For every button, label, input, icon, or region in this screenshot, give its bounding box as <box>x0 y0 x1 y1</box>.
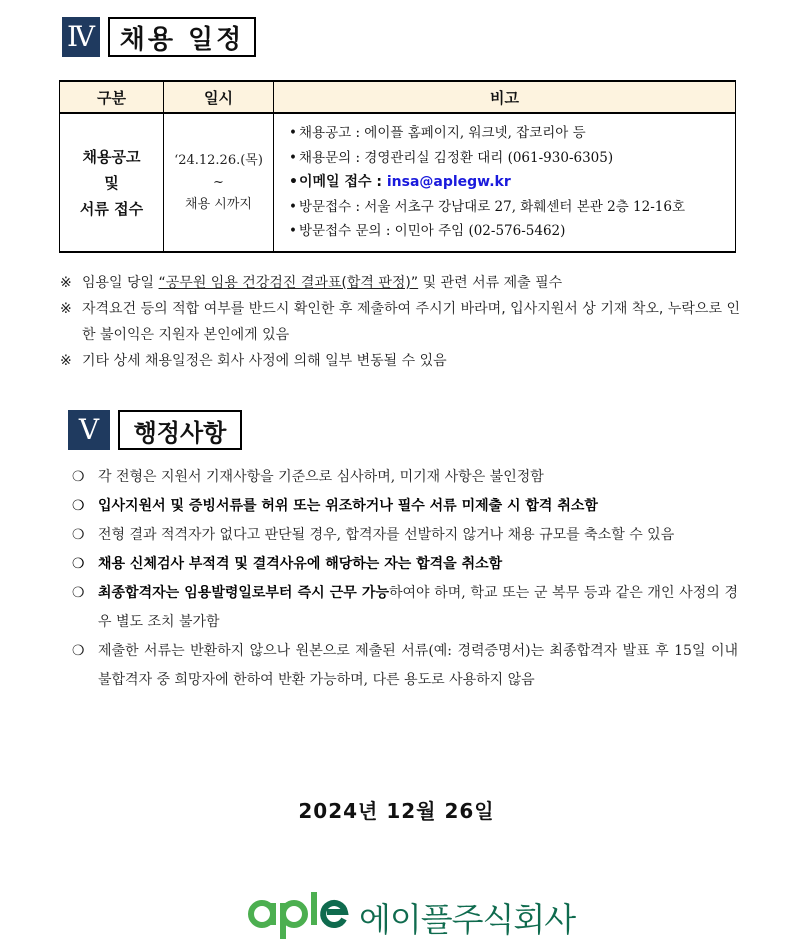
remarks-cell <box>274 113 736 252</box>
list-item: • 방문접수 : 서울 서초구 강남대로 27, 화훼센터 본관 2층 12-16호 <box>289 195 734 220</box>
date-line: ‘24.12.26.(목) <box>174 152 263 168</box>
date-line: 채용 시까지 <box>185 196 252 212</box>
note-underlined-text: “공무원 임용 건강검진 결과표(합격 판정)” <box>158 275 419 291</box>
list-item: • 방문접수 문의 : 이민아 주임 (02-576-5462) <box>289 219 734 244</box>
table-header-row <box>60 81 736 113</box>
section-5-heading <box>68 410 242 450</box>
section-5-numeral: Ⅴ <box>68 410 110 450</box>
reference-mark-icon: ※ <box>60 353 72 369</box>
item-text: 각 전형은 지원서 기재사항을 기준으로 심사하며, 미기재 사항은 불인정함 <box>98 469 544 485</box>
note-text: 임용일 당일 <box>82 275 159 291</box>
document-date: 2024년 12월 26일 <box>298 799 495 823</box>
list-item-email <box>289 170 734 195</box>
reference-mark-icon: ※ <box>60 275 72 291</box>
circle-bullet-icon: ❍ <box>72 585 85 601</box>
circle-bullet-icon: ❍ <box>72 527 85 543</box>
remarks-list <box>275 121 734 244</box>
section-4-title: 채용 일정 <box>108 17 256 57</box>
circle-bullet-icon: ❍ <box>72 556 85 572</box>
category-line: 채용공고 <box>82 147 141 166</box>
note-text: 및 관련 서류 제출 필수 <box>418 275 563 291</box>
list-item <box>72 492 738 521</box>
note-item <box>60 348 740 374</box>
section-4-heading <box>62 17 256 57</box>
note-item <box>60 296 740 348</box>
reference-mark-icon: ※ <box>60 301 72 317</box>
item-bold-text: 최종합격자는 임용발령일로부터 즉시 근무 가능 <box>98 585 389 601</box>
list-item <box>72 550 738 579</box>
circle-bullet-icon: ❍ <box>72 469 85 485</box>
notes <box>60 270 740 374</box>
list-item: • 채용문의 : 경영관리실 김정환 대리 (061-930-6305) <box>289 146 734 171</box>
note-item <box>60 270 740 296</box>
item-text: 전형 결과 적격자가 없다고 판단될 경우, 합격자를 선발하지 않거나 채용 규모를 축소할 수 있음 <box>98 527 675 543</box>
date-cell <box>164 113 274 252</box>
item-text: 채용 신체검사 부적격 및 결격사유에 해당하는 자는 합격을 취소함 <box>98 556 503 572</box>
table-row <box>60 113 736 252</box>
item-text: 제출한 서류는 반환하지 않으나 원본으로 제출된 서류(예: 경력증명서)는 최종합격자 발표 후 15일 이내 불합격자 중 희망자에 한하여 반환 가능하며, 다른 용도로 사용하지 않음 <box>98 643 738 688</box>
item-text: 하여야 하며, 학교 또는 군 복무 등과 같은 개인 사정의 경우 별도 조치 불가함 <box>98 585 738 630</box>
list-item <box>72 463 738 492</box>
circle-bullet-icon: ❍ <box>72 498 85 514</box>
header-remarks: 비고 <box>274 81 736 113</box>
email-label: 이메일 접수 : <box>299 174 387 191</box>
admin-list <box>72 463 738 695</box>
header-category: 구분 <box>60 81 164 113</box>
circle-bullet-icon: ❍ <box>72 643 85 659</box>
item-text: 입사지원서 및 증빙서류를 허위 또는 위조하거나 필수 서류 미제출 시 합격 취소함 <box>98 498 598 514</box>
category-line: 서류 접수 <box>79 199 144 218</box>
category-cell <box>60 113 164 252</box>
section-5-title: 행정사항 <box>118 410 242 450</box>
logo-korean-text: 에이플주식회사 <box>359 900 576 939</box>
company-logo <box>247 888 575 940</box>
list-item <box>72 521 738 550</box>
header-date: 일시 <box>164 81 274 113</box>
note-text: 자격요건 등의 적합 여부를 반드시 확인한 후 제출하여 주시기 바라며, 입사지원서 상 기재 착오, 누락으로 인한 불이익은 지원자 본인에게 있음 <box>82 301 740 343</box>
list-item <box>72 637 738 695</box>
list-item: • 채용공고 : 에이플 홈페이지, 워크넷, 잡코리아 등 <box>289 121 734 146</box>
category-line: 및 <box>104 173 119 192</box>
schedule-table <box>59 80 736 253</box>
email-link[interactable]: insa@aplegw.kr <box>386 174 511 191</box>
aple-logo-icon <box>247 888 355 940</box>
date-line: ~ <box>213 174 224 190</box>
section-4-numeral: Ⅳ <box>62 17 100 57</box>
list-item <box>72 579 738 637</box>
note-text: 기타 상세 채용일정은 회사 사정에 의해 일부 변동될 수 있음 <box>82 353 447 369</box>
